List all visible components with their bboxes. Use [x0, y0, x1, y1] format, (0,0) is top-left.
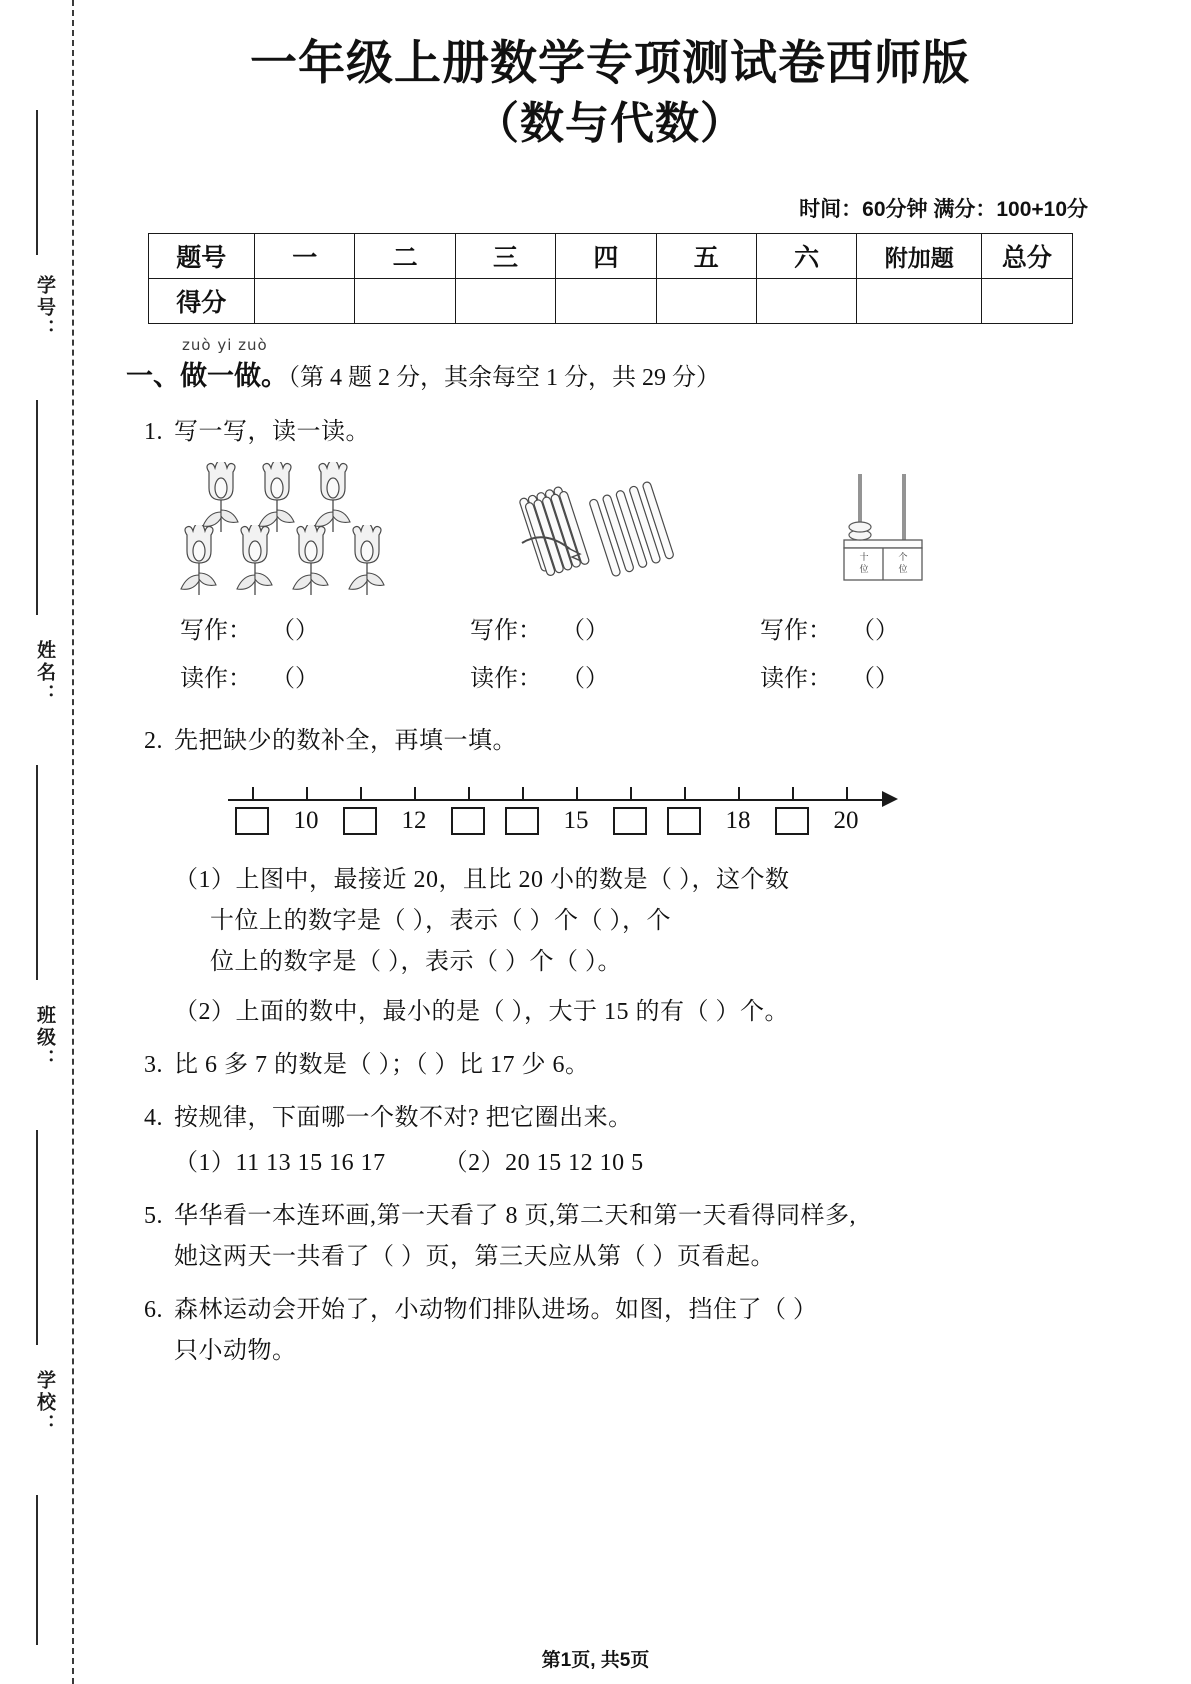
exam-meta: 时间：60分钟 满分：100+10分	[799, 198, 1088, 221]
score-cell-3[interactable]	[455, 279, 555, 324]
question-2-numberline	[228, 773, 1110, 855]
q1-write-blank-2[interactable]	[542, 610, 628, 645]
q1-read-blank-1[interactable]	[252, 658, 338, 693]
score-cell-total[interactable]	[982, 279, 1072, 324]
question-5	[110, 1197, 1110, 1236]
sidebar-rule-1	[36, 110, 38, 255]
q1-write-row	[110, 610, 1110, 658]
sidebar-rule-4	[36, 1130, 38, 1345]
sidebar-rule-2	[36, 400, 38, 615]
question-6-number: 6.	[144, 1296, 163, 1323]
question-1	[110, 413, 1110, 452]
question-5-number: 5.	[144, 1202, 163, 1229]
q1-write-blank-3[interactable]	[832, 610, 918, 645]
question-4-seq2[interactable]: （2）20 15 12 10 5	[443, 1150, 644, 1176]
question-1-text: 写一写，读一读。	[174, 419, 370, 445]
score-col-total: 总分	[982, 234, 1072, 279]
question-3-number: 3.	[144, 1052, 163, 1079]
tulip-row-top	[196, 462, 392, 534]
score-col-1: 一	[255, 234, 355, 279]
question-5-line1: 华华看一本连环画,第一天看了 8 页,第二天和第一天看得同样多,	[174, 1202, 856, 1229]
question-4-text: 按规律，下面哪一个数不对? 把它圈出来。	[174, 1105, 633, 1132]
tulip-icon	[286, 525, 336, 597]
binding-dashed-line	[72, 0, 74, 1684]
numberline-tick	[306, 787, 308, 800]
numberline-label: 10	[293, 806, 319, 834]
tulip-icon	[196, 462, 246, 534]
sidebar-label-school: 学校：	[34, 1370, 55, 1436]
question-5-line2: 她这两天一共看了（ ）页，第三天应从第（ ）页看起。	[174, 1243, 775, 1270]
tulip-flowers-figure	[196, 462, 392, 597]
question-4-seq1[interactable]: （1）11 13 15 16 17	[174, 1150, 386, 1176]
numberline-label: 12	[401, 806, 427, 834]
table-row-scores	[148, 279, 1072, 324]
question-2-sub1-line1: （1）上图中，最接近 20，且比 20 小的数是（ ），这个数	[174, 866, 790, 893]
question-4-number: 4.	[144, 1105, 163, 1132]
tulip-icon	[230, 525, 280, 597]
numberline-tick	[468, 787, 470, 800]
score-cell-4[interactable]	[556, 279, 656, 324]
counter-label-tens-char2: 位	[859, 564, 869, 575]
numberline-tick	[414, 787, 416, 800]
exam-page	[110, 0, 1110, 1684]
score-cell-2[interactable]	[355, 279, 455, 324]
score-col-5: 五	[656, 234, 756, 279]
score-col-3: 三	[455, 234, 555, 279]
tulip-icon	[174, 525, 224, 597]
q1-read-blank-2[interactable]	[542, 658, 628, 693]
score-cell-bonus[interactable]	[857, 279, 982, 324]
question-6	[110, 1291, 1110, 1330]
numberline-tick	[792, 787, 794, 800]
question-1-figures	[110, 462, 1110, 602]
score-row-label-2: 得分	[148, 279, 255, 324]
numberline-tick	[522, 787, 524, 800]
tulip-icon	[252, 462, 302, 534]
numberline-answer-box[interactable]	[667, 807, 701, 835]
numberline-tick	[360, 787, 362, 800]
question-1-number: 1.	[144, 419, 163, 445]
score-cell-6[interactable]	[756, 279, 856, 324]
score-col-2: 二	[355, 234, 455, 279]
section-heading	[126, 354, 1110, 393]
q1-write-label-2: 写作： （ ）	[470, 610, 628, 645]
tulip-icon	[342, 525, 392, 597]
score-col-6: 六	[756, 234, 856, 279]
numberline-label: 18	[725, 806, 751, 834]
score-cell-5[interactable]	[656, 279, 756, 324]
sidebar-label-name: 姓名：	[34, 640, 55, 706]
question-2-number: 2.	[144, 727, 163, 754]
score-row-label-1: 题号	[148, 234, 255, 279]
question-2-sub2: （2）上面的数中，最小的是（ ），大于 15 的有（ ）个。	[174, 999, 789, 1026]
numberline-answer-box[interactable]	[613, 807, 647, 835]
question-2-sub1-line3: 位上的数字是（ ），表示（ ）个（ ）。	[210, 948, 622, 975]
section-points: （第 4 题 2 分，其余每空 1 分，共 29 分）	[288, 365, 720, 391]
question-4	[110, 1099, 1110, 1138]
numberline-tick	[576, 787, 578, 800]
q1-read-blank-3[interactable]	[832, 658, 918, 693]
numberline-label: 15	[563, 806, 589, 834]
numberline-tick	[630, 787, 632, 800]
section-number: 一、	[126, 361, 180, 391]
sidebar-label-student-id: 学号：	[34, 275, 55, 341]
numberline-tick	[252, 787, 254, 800]
counting-sticks-figure	[500, 480, 680, 585]
section-one	[110, 338, 1110, 393]
q1-read-label-1: 读作： （ ）	[180, 658, 338, 693]
numberline-answer-box[interactable]	[505, 807, 539, 835]
numberline-tick	[684, 787, 686, 800]
numberline-answer-box[interactable]	[451, 807, 485, 835]
sidebar-rule-5	[36, 1495, 38, 1645]
question-2-text: 先把缺少的数补全，再填一填。	[174, 727, 517, 754]
score-col-bonus: 附加题	[857, 234, 982, 279]
sidebar-rule-3	[36, 765, 38, 980]
counter-label-ones-char2: 位	[898, 564, 908, 575]
question-3	[110, 1046, 1110, 1085]
counter-label-tens-char1: 十	[859, 552, 869, 563]
question-3-text: 比 6 多 7 的数是（ ）；（ ）比 17 少 6。	[174, 1052, 590, 1079]
numberline-answer-box[interactable]	[235, 807, 269, 835]
page-footer: 第1页, 共5页	[541, 1650, 650, 1671]
question-6-line1: 森林运动会开始了，小动物们排队进场。如图，挡住了（ ）	[174, 1296, 818, 1323]
place-value-counter-icon	[828, 470, 938, 588]
question-6-line2: 只小动物。	[174, 1337, 297, 1364]
counter-label-ones-char1: 个	[898, 552, 908, 563]
numberline-axis	[228, 799, 884, 801]
numberline-arrow-icon	[882, 791, 898, 807]
section-pinyin: zuò yi zuò	[182, 336, 268, 354]
q1-write-label-1: 写作： （ ）	[180, 610, 338, 645]
q1-write-blank-1[interactable]	[252, 610, 338, 645]
numberline-answer-box[interactable]	[775, 807, 809, 835]
score-table	[148, 233, 1073, 324]
numberline-tick	[846, 787, 848, 800]
q1-read-label-3: 读作：（ ）	[760, 658, 918, 693]
numberline-answer-box[interactable]	[343, 807, 377, 835]
q1-read-row	[110, 658, 1110, 706]
page-title	[110, 34, 1110, 151]
page-title-line1: 一年级上册数学专项测试卷西师版	[250, 36, 970, 89]
table-row-header	[148, 234, 1072, 279]
question-2-sub1-line2: 十位上的数字是（ ），表示（ ）个（ ），个	[210, 907, 671, 934]
tulip-row-bottom	[174, 525, 392, 597]
sidebar-label-class: 班级：	[34, 1005, 55, 1071]
numberline-label: 20	[833, 806, 859, 834]
q1-read-label-2: 读作： （ ）	[470, 658, 628, 693]
page-title-line2: （数与代数）	[475, 99, 745, 149]
question-2	[110, 722, 1110, 761]
section-title: 做一做。	[180, 361, 288, 391]
counting-sticks-icon	[500, 480, 680, 580]
score-cell-1[interactable]	[255, 279, 355, 324]
place-value-counter-figure	[828, 470, 938, 593]
numberline-tick	[738, 787, 740, 800]
q1-write-label-3: 写作：（ ）	[760, 610, 918, 645]
tulip-icon	[308, 462, 358, 534]
score-col-4: 四	[556, 234, 656, 279]
question-4-sequences	[110, 1144, 1110, 1183]
